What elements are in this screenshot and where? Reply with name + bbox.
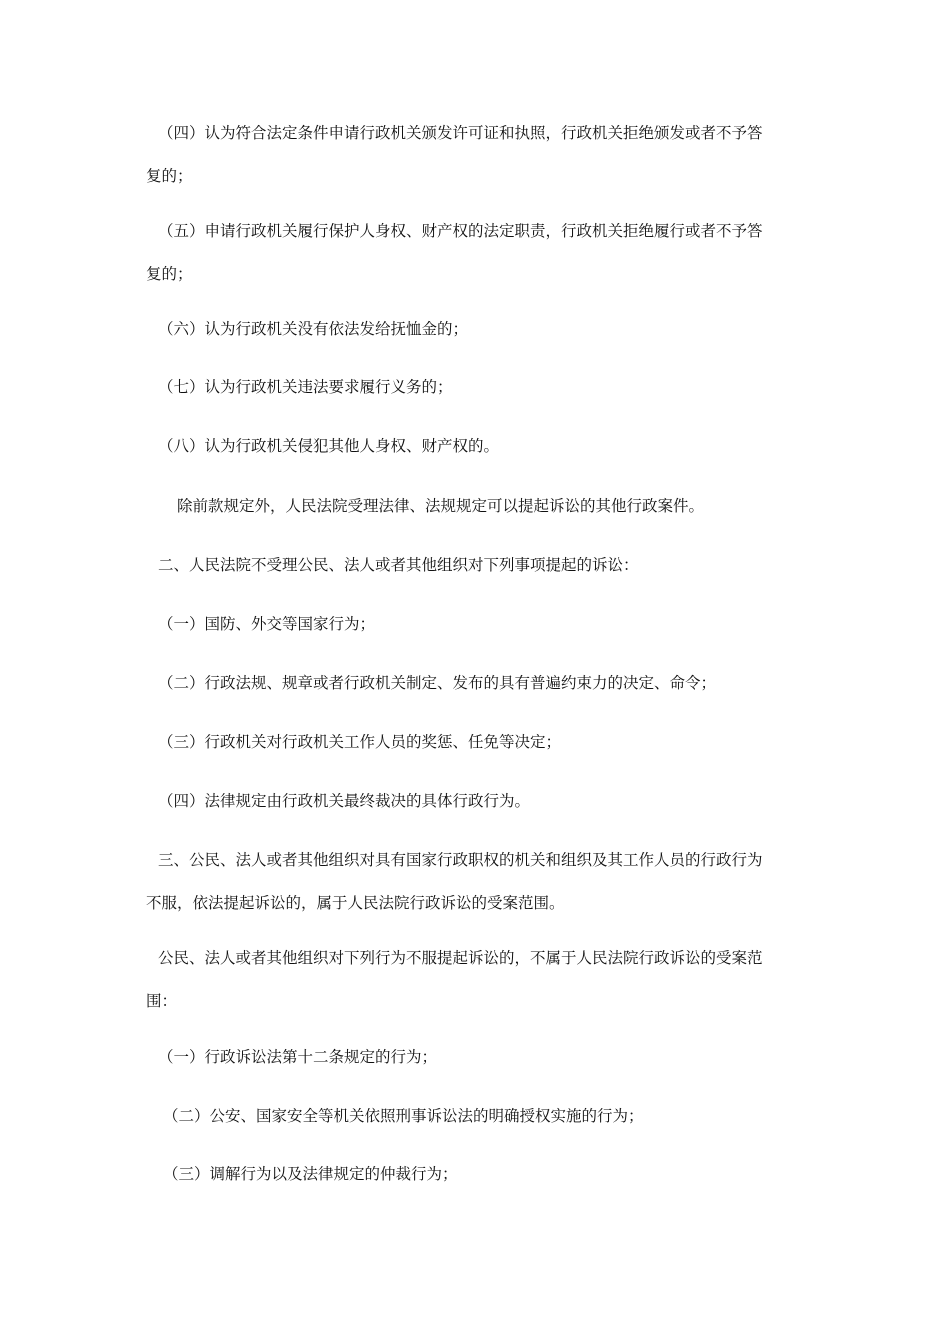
paragraph-other-cases xyxy=(177,485,841,528)
paragraph-line: （四）认为符合法定条件申请行政机关颁发许可证和执照，行政机关拒绝颁发或者不予答 xyxy=(158,124,763,142)
paragraph-line: （四）法律规定由行政机关最终裁决的具体行政行为。 xyxy=(158,792,531,810)
paragraph-item-4 xyxy=(146,112,810,198)
paragraph-line: （二）行政法规、规章或者行政机关制定、发布的具有普遍约束力的决定、命令； xyxy=(158,674,717,692)
paragraph-line: 不服，依法提起诉讼的，属于人民法院行政诉讼的受案范围。 xyxy=(146,894,565,912)
paragraph-line: 除前款规定外，人民法院受理法律、法规规定可以提起诉讼的其他行政案件。 xyxy=(177,497,705,515)
paragraph-line: （一）国防、外交等国家行为； xyxy=(158,615,376,633)
paragraph-item-1 xyxy=(158,603,822,646)
section-three-heading xyxy=(146,839,810,925)
paragraph-item-2b xyxy=(163,1095,827,1138)
paragraph-item-5 xyxy=(146,210,810,296)
paragraph-line: 二、人民法院不受理公民、法人或者其他组织对下列事项提起的诉讼： xyxy=(158,556,639,574)
section-two-heading xyxy=(158,544,822,587)
paragraph-line: （三）行政机关对行政机关工作人员的奖惩、任免等决定； xyxy=(158,733,562,751)
paragraph-line: 三、公民、法人或者其他组织对具有国家行政职权的机关和组织及其工作人员的行政行为 xyxy=(158,851,763,869)
paragraph-line: （七）认为行政机关违法要求履行义务的； xyxy=(158,378,453,396)
paragraph-line: 围： xyxy=(146,992,178,1010)
paragraph-line: 复的； xyxy=(146,265,193,283)
paragraph-line: （八）认为行政机关侵犯其他人身权、财产权的。 xyxy=(158,437,500,455)
paragraph-line: （三）调解行为以及法律规定的仲裁行为； xyxy=(163,1165,458,1183)
paragraph-item-6 xyxy=(158,308,822,351)
paragraph-item-3 xyxy=(158,721,822,764)
paragraph-item-2 xyxy=(158,662,822,705)
paragraph-exclusions xyxy=(146,937,810,1023)
paragraph-line: （一）行政诉讼法第十二条规定的行为； xyxy=(158,1048,438,1066)
paragraph-line: （二）公安、国家安全等机关依照刑事诉讼法的明确授权实施的行为； xyxy=(163,1107,644,1125)
paragraph-line: （六）认为行政机关没有依法发给抚恤金的； xyxy=(158,320,469,338)
paragraph-line: 公民、法人或者其他组织对下列行为不服提起诉讼的，不属于人民法院行政诉讼的受案范 xyxy=(158,949,763,967)
paragraph-item-4b xyxy=(158,780,822,823)
paragraph-item-1b xyxy=(158,1036,822,1079)
paragraph-line: （五）申请行政机关履行保护人身权、财产权的法定职责，行政机关拒绝履行或者不予答 xyxy=(158,222,763,240)
paragraph-item-8 xyxy=(158,425,822,468)
paragraph-item-7 xyxy=(158,366,822,409)
paragraph-line: 复的； xyxy=(146,167,193,185)
paragraph-item-3b xyxy=(163,1153,827,1196)
